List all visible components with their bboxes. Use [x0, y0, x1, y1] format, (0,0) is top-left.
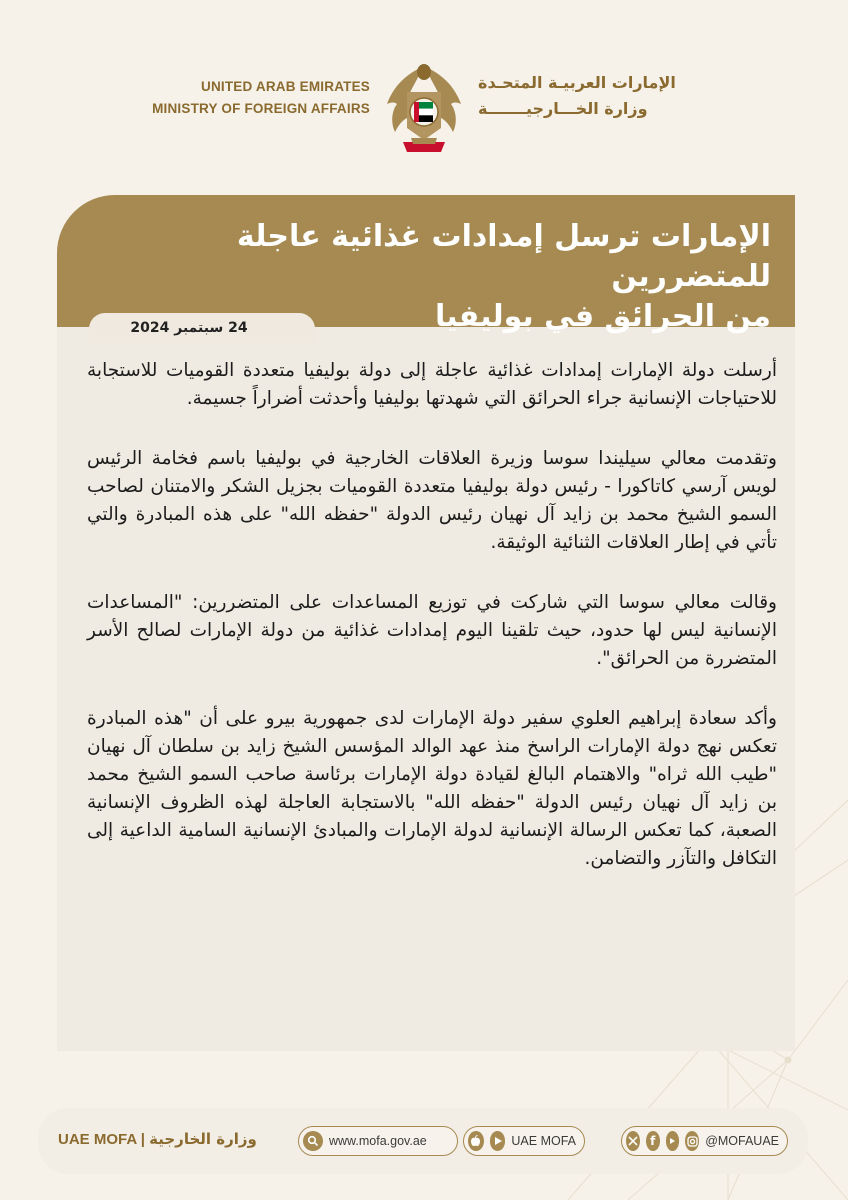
press-release-card [57, 195, 795, 1051]
paragraph-1: أرسلت دولة الإمارات إمدادات غذائية عاجلة إلى دولة بوليفيا متعددة القوميات للاستجابة للاحتياجات الإنسانية جراء الحرائق التي شهدتها بوليفيا وأحدثت أضراراً جسيمة. [87, 360, 777, 409]
headline-line-2: من الحرائق في بوليفيا [434, 299, 771, 334]
country-name-en: UNITED ARAB EMIRATES [201, 79, 370, 94]
ministry-name-en: MINISTRY OF FOREIGN AFFAIRS [152, 101, 370, 116]
youtube-icon[interactable] [666, 1131, 680, 1151]
facebook-icon[interactable]: f [646, 1131, 660, 1151]
header-arabic [478, 70, 738, 122]
search-icon [303, 1131, 323, 1151]
apple-icon [468, 1131, 484, 1151]
header-english [120, 76, 370, 120]
publish-date: 24 سبتمبر 2024 [130, 320, 248, 336]
website-url: www.mofa.gov.ae [329, 1134, 427, 1148]
article-body [87, 357, 777, 905]
app-name: UAE MOFA [511, 1134, 576, 1148]
footer-bar [38, 1108, 808, 1174]
country-name-ar: الإمارات العربيـة المتحـدة [478, 73, 676, 92]
paragraph-4: وأكد سعادة إبراهيم العلوي سفير دولة الإمارات لدى جمهورية بيرو على أن "هذه المبادرة تعكس نهج دولة الإمارات الراسخ منذ عهد الوالد المؤسس الشيخ زايد بن سلطان آل نهيان "طيب الله ثراه" والاهتمام البالغ لقيادة دولة الإمارات برئاسة صاحب السمو الشيخ محمد بن زايد آل نهيان رئيس الدولة "حفظه الله" بالاستجابة العاجلة لهذه الظروف الإنسانية الصعبة، كما تعكس الرسالة الإنسانية لدولة الإمارات والمبادئ الإنسانية السامية الداعية إلى التكافل والتآزر والتضامن. [87, 708, 777, 869]
ministry-name-ar: وزارة الخـــارجيـــــــة [478, 99, 648, 118]
paragraph-3: وقالت معالي سوسا التي شاركت في توزيع المساعدات على المتضررين: "المساعدات الإنسانية ليس لها حدود، حيث تلقينا اليوم إمدادات غذائية من دولة الإمارات لصالح الأسر المتضررة من الحرائق". [87, 592, 777, 669]
app-link[interactable] [463, 1126, 585, 1156]
play-store-icon [490, 1131, 506, 1151]
instagram-icon[interactable] [685, 1131, 699, 1151]
brand-en: UAE MOFA | [58, 1131, 145, 1148]
date-tab [89, 313, 315, 343]
social-handle: @MOFAUAE [705, 1134, 779, 1148]
uae-emblem-icon [381, 58, 467, 158]
social-links[interactable] [621, 1126, 788, 1156]
website-link[interactable] [298, 1126, 458, 1156]
footer-brand [58, 1130, 257, 1148]
paragraph-2: وتقدمت معالي سيليندا سوسا وزيرة العلاقات الخارجية في بوليفيا باسم فخامة الرئيس لويس آرسي كاتاكورا - رئيس دولة بوليفيا متعددة القوميات بجزيل الشكر والامتنان لصاحب السمو الشيخ محمد بن زايد آل نهيان رئيس الدولة "حفظه الله" على هذه المبادرة والتي تأتي في إطار العلاقات الثنائية الوثيقة. [87, 448, 777, 553]
brand-ar: وزارة الخارجية [149, 1130, 257, 1148]
headline-line-1: الإمارات ترسل إمدادات غذائية عاجلة للمتضررين [236, 219, 771, 294]
x-icon[interactable] [626, 1131, 640, 1151]
